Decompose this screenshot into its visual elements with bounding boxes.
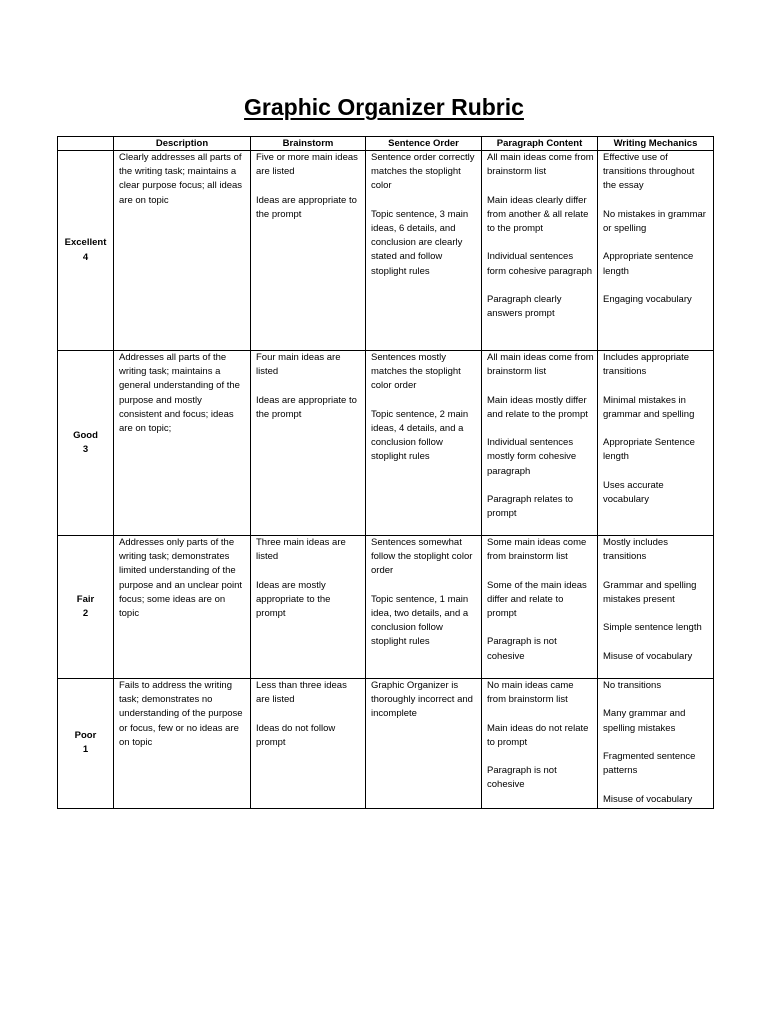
document-title: Graphic Organizer Rubric bbox=[244, 94, 524, 120]
criterion-text: Grammar and spelling mistakes present bbox=[603, 579, 697, 605]
criterion-text: Minimal mistakes in grammar and spelling bbox=[603, 394, 695, 420]
criterion-text: Fails to address the writing task; demonstrates no understanding of the purpose or focus, few or no ideas are on topic bbox=[119, 680, 243, 748]
criterion-text: Fragmented sentence patterns bbox=[603, 750, 696, 777]
level-name: Excellent bbox=[64, 237, 107, 249]
level-name: Fair bbox=[76, 593, 95, 605]
header-level bbox=[58, 137, 114, 151]
criterion-text: Appropriate sentence length bbox=[603, 251, 694, 277]
header-description: Description bbox=[114, 137, 251, 151]
paragraph-content-cell bbox=[482, 536, 598, 679]
brainstorm-cell bbox=[251, 151, 366, 351]
criterion-text: Three main ideas are listed bbox=[256, 537, 346, 563]
brainstorm-cell bbox=[251, 679, 366, 809]
sentence-order-cell bbox=[366, 351, 482, 536]
criterion-text: Sentences somewhat follow the stoplight color order bbox=[371, 537, 473, 577]
writing-mechanics-cell bbox=[598, 679, 714, 809]
criterion-text: No main ideas came from brainstorm list bbox=[487, 680, 574, 706]
description-cell bbox=[114, 536, 251, 679]
level-score: 1 bbox=[82, 744, 89, 756]
header-row bbox=[58, 137, 714, 151]
rubric-row-fair bbox=[58, 536, 714, 679]
criterion-text: Clearly addresses all parts of the writing task; maintains a clear purpose focus; all ideas are on topic bbox=[119, 152, 243, 206]
criterion-text: Many grammar and spelling mistakes bbox=[603, 708, 686, 734]
paragraph-content-cell bbox=[482, 351, 598, 536]
sentence-order-cell bbox=[366, 679, 482, 809]
criterion-text: No mistakes in grammar or spelling bbox=[603, 208, 706, 234]
header-paragraph-content: Paragraph Content bbox=[482, 137, 598, 151]
criterion-text: Main ideas clearly differ from another & all relate to the prompt bbox=[487, 194, 589, 234]
brainstorm-cell bbox=[251, 536, 366, 679]
criterion-text: Individual sentences mostly form cohesive paragraph bbox=[487, 437, 577, 477]
criterion-text: Engaging vocabulary bbox=[603, 293, 692, 305]
criterion-text: Paragraph is not cohesive bbox=[487, 636, 557, 662]
criterion-text: Misuse of vocabulary bbox=[603, 650, 693, 662]
paragraph-content-cell bbox=[482, 151, 598, 351]
criterion-text: All main ideas come from brainstorm list bbox=[487, 352, 594, 378]
paragraph-content-cell bbox=[482, 679, 598, 809]
header-brainstorm: Brainstorm bbox=[251, 137, 366, 151]
level-cell bbox=[58, 151, 114, 351]
level-score: 4 bbox=[82, 251, 89, 263]
criterion-text: All main ideas come from brainstorm list bbox=[487, 152, 594, 178]
criterion-text: Some of the main ideas differ and relate to prompt bbox=[487, 579, 587, 619]
criterion-text: Topic sentence, 1 main idea, two details, and a conclusion follow stoplight rules bbox=[371, 593, 469, 648]
criterion-text: Appropriate Sentence length bbox=[603, 437, 695, 463]
criterion-text: Includes appropriate transitions bbox=[603, 352, 690, 378]
rubric-table bbox=[57, 136, 714, 809]
writing-mechanics-cell bbox=[598, 351, 714, 536]
brainstorm-cell bbox=[251, 351, 366, 536]
criterion-text: Ideas are appropriate to the prompt bbox=[256, 394, 357, 420]
criterion-text: Paragraph relates to prompt bbox=[487, 493, 574, 520]
writing-mechanics-cell bbox=[598, 536, 714, 679]
criterion-text: Misuse of vocabulary bbox=[603, 793, 693, 805]
criterion-text: Paragraph clearly answers prompt bbox=[487, 293, 562, 320]
criterion-text: Main ideas mostly differ and relate to the prompt bbox=[487, 394, 588, 420]
criterion-text: Effective use of transitions throughout the essay bbox=[603, 152, 695, 192]
criterion-text: Some main ideas come from brainstorm list bbox=[487, 537, 587, 563]
criterion-text: Five or more main ideas are listed bbox=[256, 152, 358, 178]
criterion-text: Ideas are appropriate to the prompt bbox=[256, 194, 357, 220]
level-cell bbox=[58, 536, 114, 679]
sentence-order-cell bbox=[366, 151, 482, 351]
criterion-text: Topic sentence, 2 main ideas, 4 details, and a conclusion follow stoplight rules bbox=[371, 408, 469, 463]
criterion-text: Less than three ideas are listed bbox=[256, 680, 347, 706]
description-cell bbox=[114, 151, 251, 351]
level-cell bbox=[58, 679, 114, 809]
criterion-text: Simple sentence length bbox=[603, 622, 702, 634]
sentence-order-cell bbox=[366, 536, 482, 679]
criterion-text: Topic sentence, 3 main ideas, 6 details, and conclusion are clearly stated and follow stoplight rules bbox=[371, 208, 469, 277]
criterion-text: Ideas do not follow prompt bbox=[256, 722, 336, 748]
criterion-text: Paragraph is not cohesive bbox=[487, 765, 557, 791]
criterion-text: Individual sentences form cohesive paragraph bbox=[487, 251, 593, 277]
description-cell bbox=[114, 679, 251, 809]
criterion-text: Addresses only parts of the writing task; demonstrates limited understanding of the purpose and an unclear point focus; some ideas are on topic bbox=[119, 537, 243, 620]
criterion-text: Main ideas do not relate to prompt bbox=[487, 722, 589, 748]
criterion-text: Four main ideas are listed bbox=[256, 352, 341, 378]
header-sentence-order: Sentence Order bbox=[366, 137, 482, 151]
level-score: 3 bbox=[82, 444, 89, 455]
level-score: 2 bbox=[82, 608, 89, 619]
criterion-text: Ideas are mostly appropriate to the prompt bbox=[256, 579, 331, 619]
level-name: Poor bbox=[74, 730, 97, 742]
description-cell bbox=[114, 351, 251, 536]
writing-mechanics-cell bbox=[598, 151, 714, 351]
criterion-text: Sentences mostly matches the stoplight color order bbox=[371, 352, 461, 392]
header-writing-mechanics: Writing Mechanics bbox=[598, 137, 714, 151]
criterion-text: No transitions bbox=[603, 680, 662, 691]
criterion-text: Mostly includes transitions bbox=[603, 537, 668, 563]
criterion-text: Uses accurate vocabulary bbox=[603, 479, 664, 505]
criterion-text: Graphic Organizer is thoroughly incorrect and incomplete bbox=[371, 680, 473, 720]
criterion-text: Addresses all parts of the writing task; maintains a general understanding of the purpose and mostly consistent and focus; ideas are on topic; bbox=[119, 352, 240, 435]
level-cell bbox=[58, 351, 114, 536]
rubric-row-poor bbox=[58, 679, 714, 809]
level-name: Good bbox=[73, 429, 98, 441]
rubric-row-excellent bbox=[58, 151, 714, 351]
criterion-text: Sentence order correctly matches the stoplight color bbox=[371, 152, 475, 192]
rubric-row-good bbox=[58, 351, 714, 536]
